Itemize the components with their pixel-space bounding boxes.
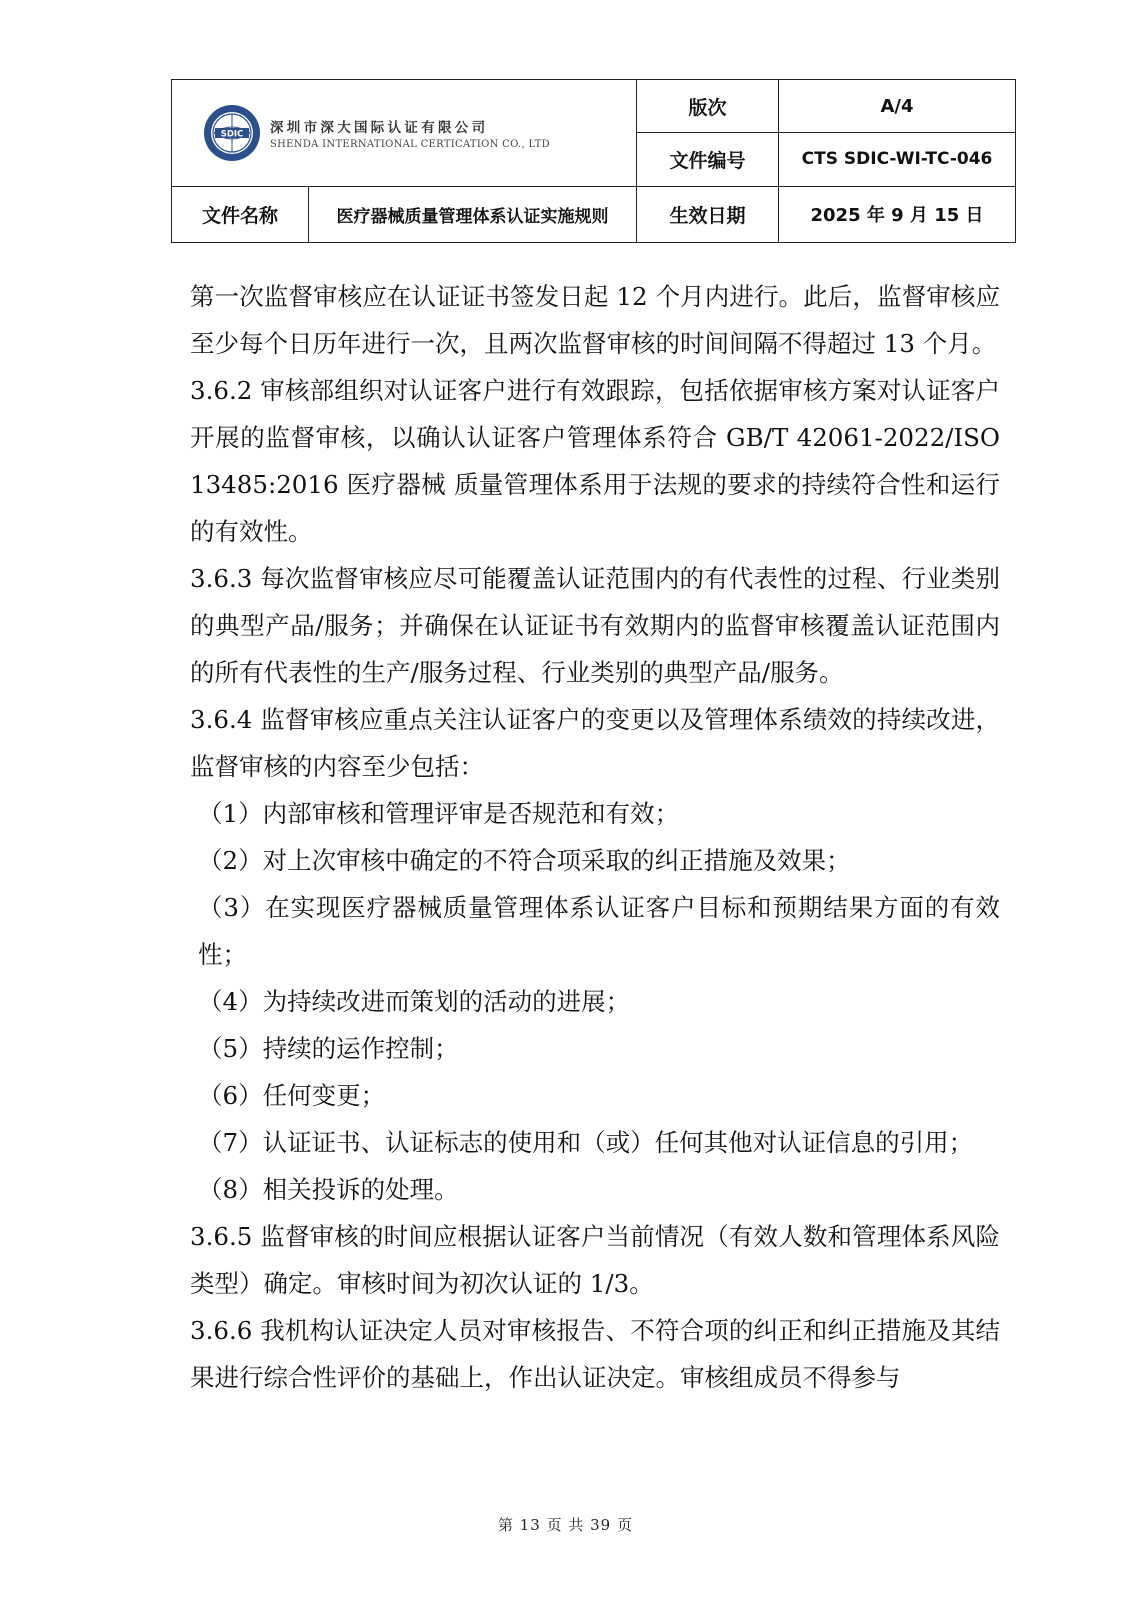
company-logo-cell [172,80,637,187]
paragraph-3-6-5: 3.6.5 监督审核的时间应根据认证客户当前情况（有效人数和管理体系风险类型）确定。审核时间为初次认证的 1/3。 [190,1222,1000,1298]
list-item-7: （7）认证证书、认证标志的使用和（或）任何其他对认证信息的引用； [198,1128,974,1157]
version-label: 版次 [637,80,779,133]
page-number: 第 13 页 共 39 页 [497,1516,633,1534]
company-name-cn: 深圳市深大国际认证有限公司 [270,119,489,136]
list-item-4: （4）为持续改进而策划的活动的进展； [198,987,631,1016]
list-item-6: （6）任何变更； [198,1081,386,1110]
effective-date-label: 生效日期 [637,186,779,242]
version-value: A/4 [779,80,1016,133]
paragraph-3-6-6: 3.6.6 我机构认证决定人员对审核报告、不符合项的纠正和纠正措施及其结果进行综合性评价的基础上，作出认证决定。审核组成员不得参与 [190,1316,1000,1392]
doc-number-label: 文件编号 [637,133,779,186]
paragraph-surveillance-frequency: 第一次监督审核应在认证证书签发日起 12 个月内进行。此后，监督审核应至少每个日历年进行一次，且两次监督审核的时间间隔不得超过 13 个月。 [190,282,1000,358]
company-name-en: SHENDA INTERNATIONAL CERTICATION CO., LTD [270,138,550,150]
doc-name-value: 医疗器械质量管理体系认证实施规则 [309,186,637,242]
paragraph-3-6-4: 3.6.4 监督审核应重点关注认证客户的变更以及管理体系绩效的持续改进，监督审核的内容至少包括： [190,705,1000,781]
logo-text: SDIC [220,129,244,140]
effective-date-value: 2025 年 9 月 15 日 [779,186,1016,242]
document-header-table [171,79,1016,243]
document-body [190,273,1000,1401]
company-logo [202,103,262,163]
list-item-3: （3）在实现医疗器械质量管理体系认证客户目标和预期结果方面的有效性； [198,893,1000,969]
list-item-8: （8）相关投诉的处理。 [198,1175,459,1204]
list-item-5: （5）持续的运作控制； [198,1034,459,1063]
list-item-1: （1）内部审核和管理评审是否规范和有效； [198,799,680,828]
paragraph-3-6-3: 3.6.3 每次监督审核应尽可能覆盖认证范围内的有代表性的过程、行业类别的典型产品/服务；并确保在认证证书有效期内的监督审核覆盖认证范围内的所有代表性的生产/服务过程、行业类别的典型产品/服务。 [190,564,1000,687]
paragraph-3-6-2: 3.6.2 审核部组织对认证客户进行有效跟踪，包括依据审核方案对认证客户开展的监督审核，以确认认证客户管理体系符合 GB/T 42061-2022/ISO 13485:2016 医疗器械 质量管理体系用于法规的要求的持续符合性和运行的有效性。 [190,376,1000,546]
doc-number-value: CTS SDIC-WI-TC-046 [779,133,1016,186]
list-item-2: （2）对上次审核中确定的不符合项采取的纠正措施及效果； [198,846,851,875]
doc-name-label: 文件名称 [172,186,309,242]
